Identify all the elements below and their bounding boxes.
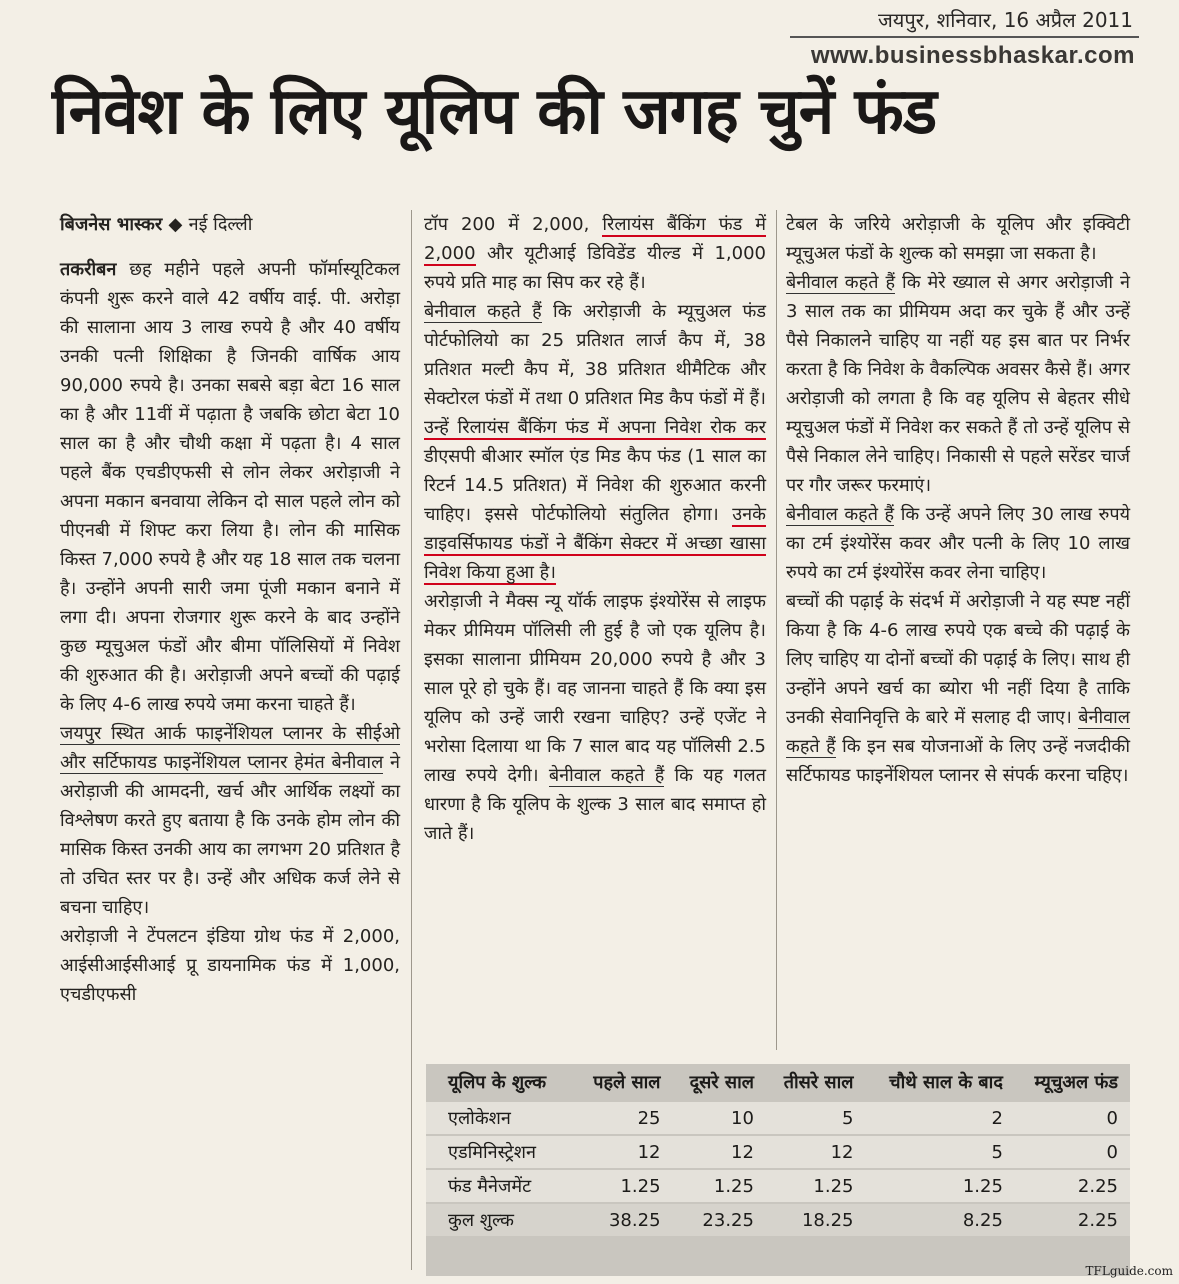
table-cell: 0 <box>1106 1107 1118 1129</box>
table-cell: 0 <box>1106 1141 1118 1163</box>
table-header: यूलिप के शुल्क <box>448 1072 547 1093</box>
table-cell: 1.25 <box>962 1175 1003 1197</box>
table-cell: कुल शुल्क <box>448 1210 514 1231</box>
paragraph <box>424 297 766 587</box>
highlighted-text: रिलायंस बैंकिंग फंड में 2,000 <box>424 214 766 264</box>
table-cell: 25 <box>637 1107 661 1129</box>
paragraph <box>60 719 400 922</box>
table-cell: फंड मैनेजमेंट <box>448 1176 532 1197</box>
column-divider <box>776 210 777 1050</box>
ulip-fee-table <box>426 1064 1130 1276</box>
table-cell: 18.25 <box>801 1209 854 1231</box>
headline: निवेश के लिए यूलिप की जगह चुनें फंड <box>52 75 937 149</box>
table-header: चौथे साल के बाद <box>889 1072 1003 1093</box>
paragraph-text: कि अरोड़ाजी के म्यूचुअल फंड पोर्टफोलियो का 25 प्रतिशत लार्ज कैप में, 38 प्रतिशत मल्टी कैप में, 38 प्रतिशत थीमैटिक और सेक्टोरल फंडों में तथा 0 प्रतिशत मिड कैप फंडों में हैं। <box>424 301 766 409</box>
top-rule <box>790 36 1139 38</box>
table-header: म्यूचुअल फंड <box>1034 1072 1118 1093</box>
table-cell: 2.25 <box>1077 1175 1118 1197</box>
paragraph <box>786 500 1130 587</box>
table-cell: एलोकेशन <box>448 1108 511 1129</box>
paragraph-text: टेबल के जरिये अरोड़ाजी के यूलिप और इक्विटी म्यूचुअल फंडों के शुल्क को समझा जा सकता है। <box>786 214 1130 264</box>
table-cell: 10 <box>731 1107 754 1129</box>
paragraph <box>424 587 766 848</box>
article-column-2 <box>424 210 766 848</box>
paragraph-text: ने अरोड़ाजी की आमदनी, खर्च और आर्थिक लक्ष्यों का विश्लेषण करते हुए बताया है कि उनके होम लोन की मासिक किस्त उनकी आय का लगभग 20 प्रतिशत है तो उचित स्तर पर है। उन्हें और अधिक कर्ज लेने से बचना चाहिए। <box>60 752 401 918</box>
paragraph-text: बच्चों की पढ़ाई के संदर्भ में अरोड़ाजी ने यह स्पष्ट नहीं किया है कि 4-6 लाख रुपये एक बच्चे की पढ़ाई के लिए चाहिए या दोनों बच्चों की पढ़ाई के लिए। साथ ही उन्होंने अपने खर्च का ब्योरा भी नहीं दिया है ताकि उनकी सेवानिवृत्ति के बारे में सलाह दी जाए। <box>786 591 1130 728</box>
highlighted-text: उनके डाइवर्सिफायड फंडों ने बैंकिंग सेक्टर में अच्छा खासा निवेश किया हुआ है। <box>424 504 766 583</box>
underlined-text: बेनीवाल कहते हैं <box>548 765 665 786</box>
table-cell: 23.25 <box>702 1209 754 1231</box>
table-row-total <box>426 1203 1130 1236</box>
table-cell: 12 <box>637 1141 661 1163</box>
byline-bullet: ◆ <box>168 214 189 235</box>
paragraph <box>786 587 1130 790</box>
fee-table <box>426 1064 1130 1236</box>
article-column-1 <box>60 210 400 1009</box>
article-column-3 <box>786 210 1130 790</box>
paragraph-text: अरोड़ाजी ने मैक्स न्यू यॉर्क लाइफ इंश्योरेंस से लाइफ मेकर प्रीमियम पॉलिसी ली हुई है जो एक यूलिप है। इसका सालाना प्रीमियम 20,000 रुपये है और 3 साल पूरे हो चुके हैं। वह जानना चाहते हैं कि क्या इस यूलिप को उन्हें जारी रखना चाहिए? उन्हें एजेंट ने भरोसा दिलाया था कि 7 साल बाद यह पॉलिसी 2.5 लाख रुपये देगी। <box>424 591 766 786</box>
table-cell: 2 <box>991 1107 1003 1129</box>
byline <box>60 210 400 239</box>
underlined-text: बेनीवाल कहते हैं <box>786 707 1130 757</box>
table-cell: 1.25 <box>713 1175 754 1197</box>
table-header-row <box>426 1064 1130 1101</box>
table-cell: 12 <box>830 1141 854 1163</box>
underlined-text: जयपुर स्थित आर्क फाइनेंशियल प्लानर के सीईओ और सर्टिफायड फाइनेंशियल प्लानर हेमंत बेनीवाल <box>60 723 400 773</box>
table-header: पहले साल <box>593 1072 661 1093</box>
table-header: दूसरे साल <box>689 1072 754 1093</box>
dateline: जयपुर, शनिवार, 16 अप्रैल 2011 <box>877 8 1133 32</box>
paragraph-text: कि मेरे ख्याल से अगर अरोड़ाजी ने 3 साल तक का प्रीमियम अदा कर चुके हैं और उन्हें पैसे निकालने चाहिए या नहीं यह इस बात पर निर्भर करता है कि निवेश के वैकल्पिक अवसर कैसे हैं। अगर अरोड़ाजी को लगता है कि वह यूलिप से बेहतर सीधे म्यूचुअल फंडों में निवेश कर सकते हैं तो उन्हें यूलिप से पैसे निकाल लेने चाहिए। निकासी से पहले सरेंडर चार्ज पर गौर जरूर फरमाएं। <box>786 272 1130 496</box>
table-row <box>426 1169 1130 1203</box>
paragraph <box>786 210 1130 268</box>
paragraph-text: छह महीने पहले अपनी फॉर्मास्यूटिकल कंपनी शुरू करने वाले 42 वर्षीय वाई. पी. अरोड़ा की सालाना आय 3 लाख रुपये है और 40 वर्षीय उनकी पत्नी शिक्षिका है जिनकी वार्षिक आय 90,000 रुपये है। उनका सबसे बड़ा बेटा 16 साल का है और 11वीं में पढ़ाता है जबकि छोटा बेटा 10 साल का है और चौथी कक्षा में पढ़ता है। 4 साल पहले बैंक एचडीएफसी से लोन लेकर अरोड़ाजी ने अपना मकान बनवाया लेकिन दो साल पहले लोन को पीएनबी में शिफ्ट करा लिया है। लोन की मासिक किस्त 7,000 रुपये है और यह 18 साल तक चलना है। उन्होंने अपनी सारी जमा पूंजी मकान बनाने में लगा दी। अपना रोजगार शुरू करने के बाद उन्होंने कुछ म्यूचुअल फंडों और बीमा पॉलिसियों में निवेश की शुरुआत की है। अरोड़ाजी अपने बच्चों की पढ़ाई के लिए 4-6 लाख रुपये जमा करना चाहते हैं। <box>60 259 400 715</box>
paragraph-text: डीएसपी बीआर स्मॉल एंड मिड कैप फंड (1 साल का रिटर्न 14.5 प्रतिशत) में निवेश की शुरुआत करनी चाहिए। इससे पोर्टफोलियो संतुलित होगा। <box>424 446 766 525</box>
paragraph <box>786 268 1130 500</box>
underlined-text: बेनीवाल कहते हैं <box>424 301 542 322</box>
table-cell: 12 <box>731 1141 754 1163</box>
byline-location: नई दिल्ली <box>188 214 253 235</box>
table-cell: 1.25 <box>620 1175 661 1197</box>
underlined-text: बेनीवाल कहते हैं <box>786 272 896 293</box>
table-cell: 2.25 <box>1077 1209 1118 1231</box>
lead-word: तकरीबन <box>60 259 117 280</box>
paragraph-text: और यूटीआई डिविडेंड यील्ड में 1,000 रुपये प्रति माह का सिप कर रहे हैं। <box>424 243 766 293</box>
table-cell: एडमिनिस्ट्रेशन <box>448 1142 536 1163</box>
paragraph-text: कि यह गलत धारणा है कि यूलिप के शुल्क 3 साल बाद समाप्त हो जाते हैं। <box>424 765 767 844</box>
paragraph <box>60 255 400 719</box>
table-cell: 5 <box>991 1141 1003 1163</box>
table-cell: 5 <box>842 1107 854 1129</box>
paragraph-text: अरोड़ाजी ने टेंपलटन इंडिया ग्रोथ फंड में 2,000, आईसीआईसीआई प्रू डायनामिक फंड में 1,000, एचडीएफसी <box>60 926 400 1005</box>
table-cell: 38.25 <box>608 1209 661 1231</box>
column-divider <box>411 210 412 1270</box>
paragraph <box>424 210 766 297</box>
underlined-text: बेनीवाल कहते हैं <box>786 504 895 525</box>
table-cell: 1.25 <box>813 1175 854 1197</box>
highlighted-text: उन्हें रिलायंस बैंकिंग फंड में अपना निवेश रोक कर <box>424 417 766 438</box>
paragraph-text: टॉप 200 में 2,000, <box>424 214 590 235</box>
credit-watermark: TFLguide.com <box>1085 1264 1173 1278</box>
table-row <box>426 1101 1130 1135</box>
byline-source: बिजनेस भास्कर <box>60 214 163 235</box>
table-row <box>426 1135 1130 1169</box>
table-cell: 8.25 <box>962 1209 1003 1231</box>
table-header: तीसरे साल <box>783 1072 854 1093</box>
site-url: www.businessbhaskar.com <box>810 42 1135 69</box>
paragraph <box>60 922 400 1009</box>
paragraph-text: कि उन्हें अपने लिए 30 लाख रुपये का टर्म इंश्योरेंस कवर और पत्नी के लिए 10 लाख रुपये का टर्म इंश्योरेंस कवर लेना चाहिए। <box>786 504 1131 583</box>
paragraph-text: कि इन सब योजनाओं के लिए उन्हें नजदीकी सर्टिफायड फाइनेंशियल प्लानर से संपर्क करना चहिए। <box>786 736 1130 786</box>
